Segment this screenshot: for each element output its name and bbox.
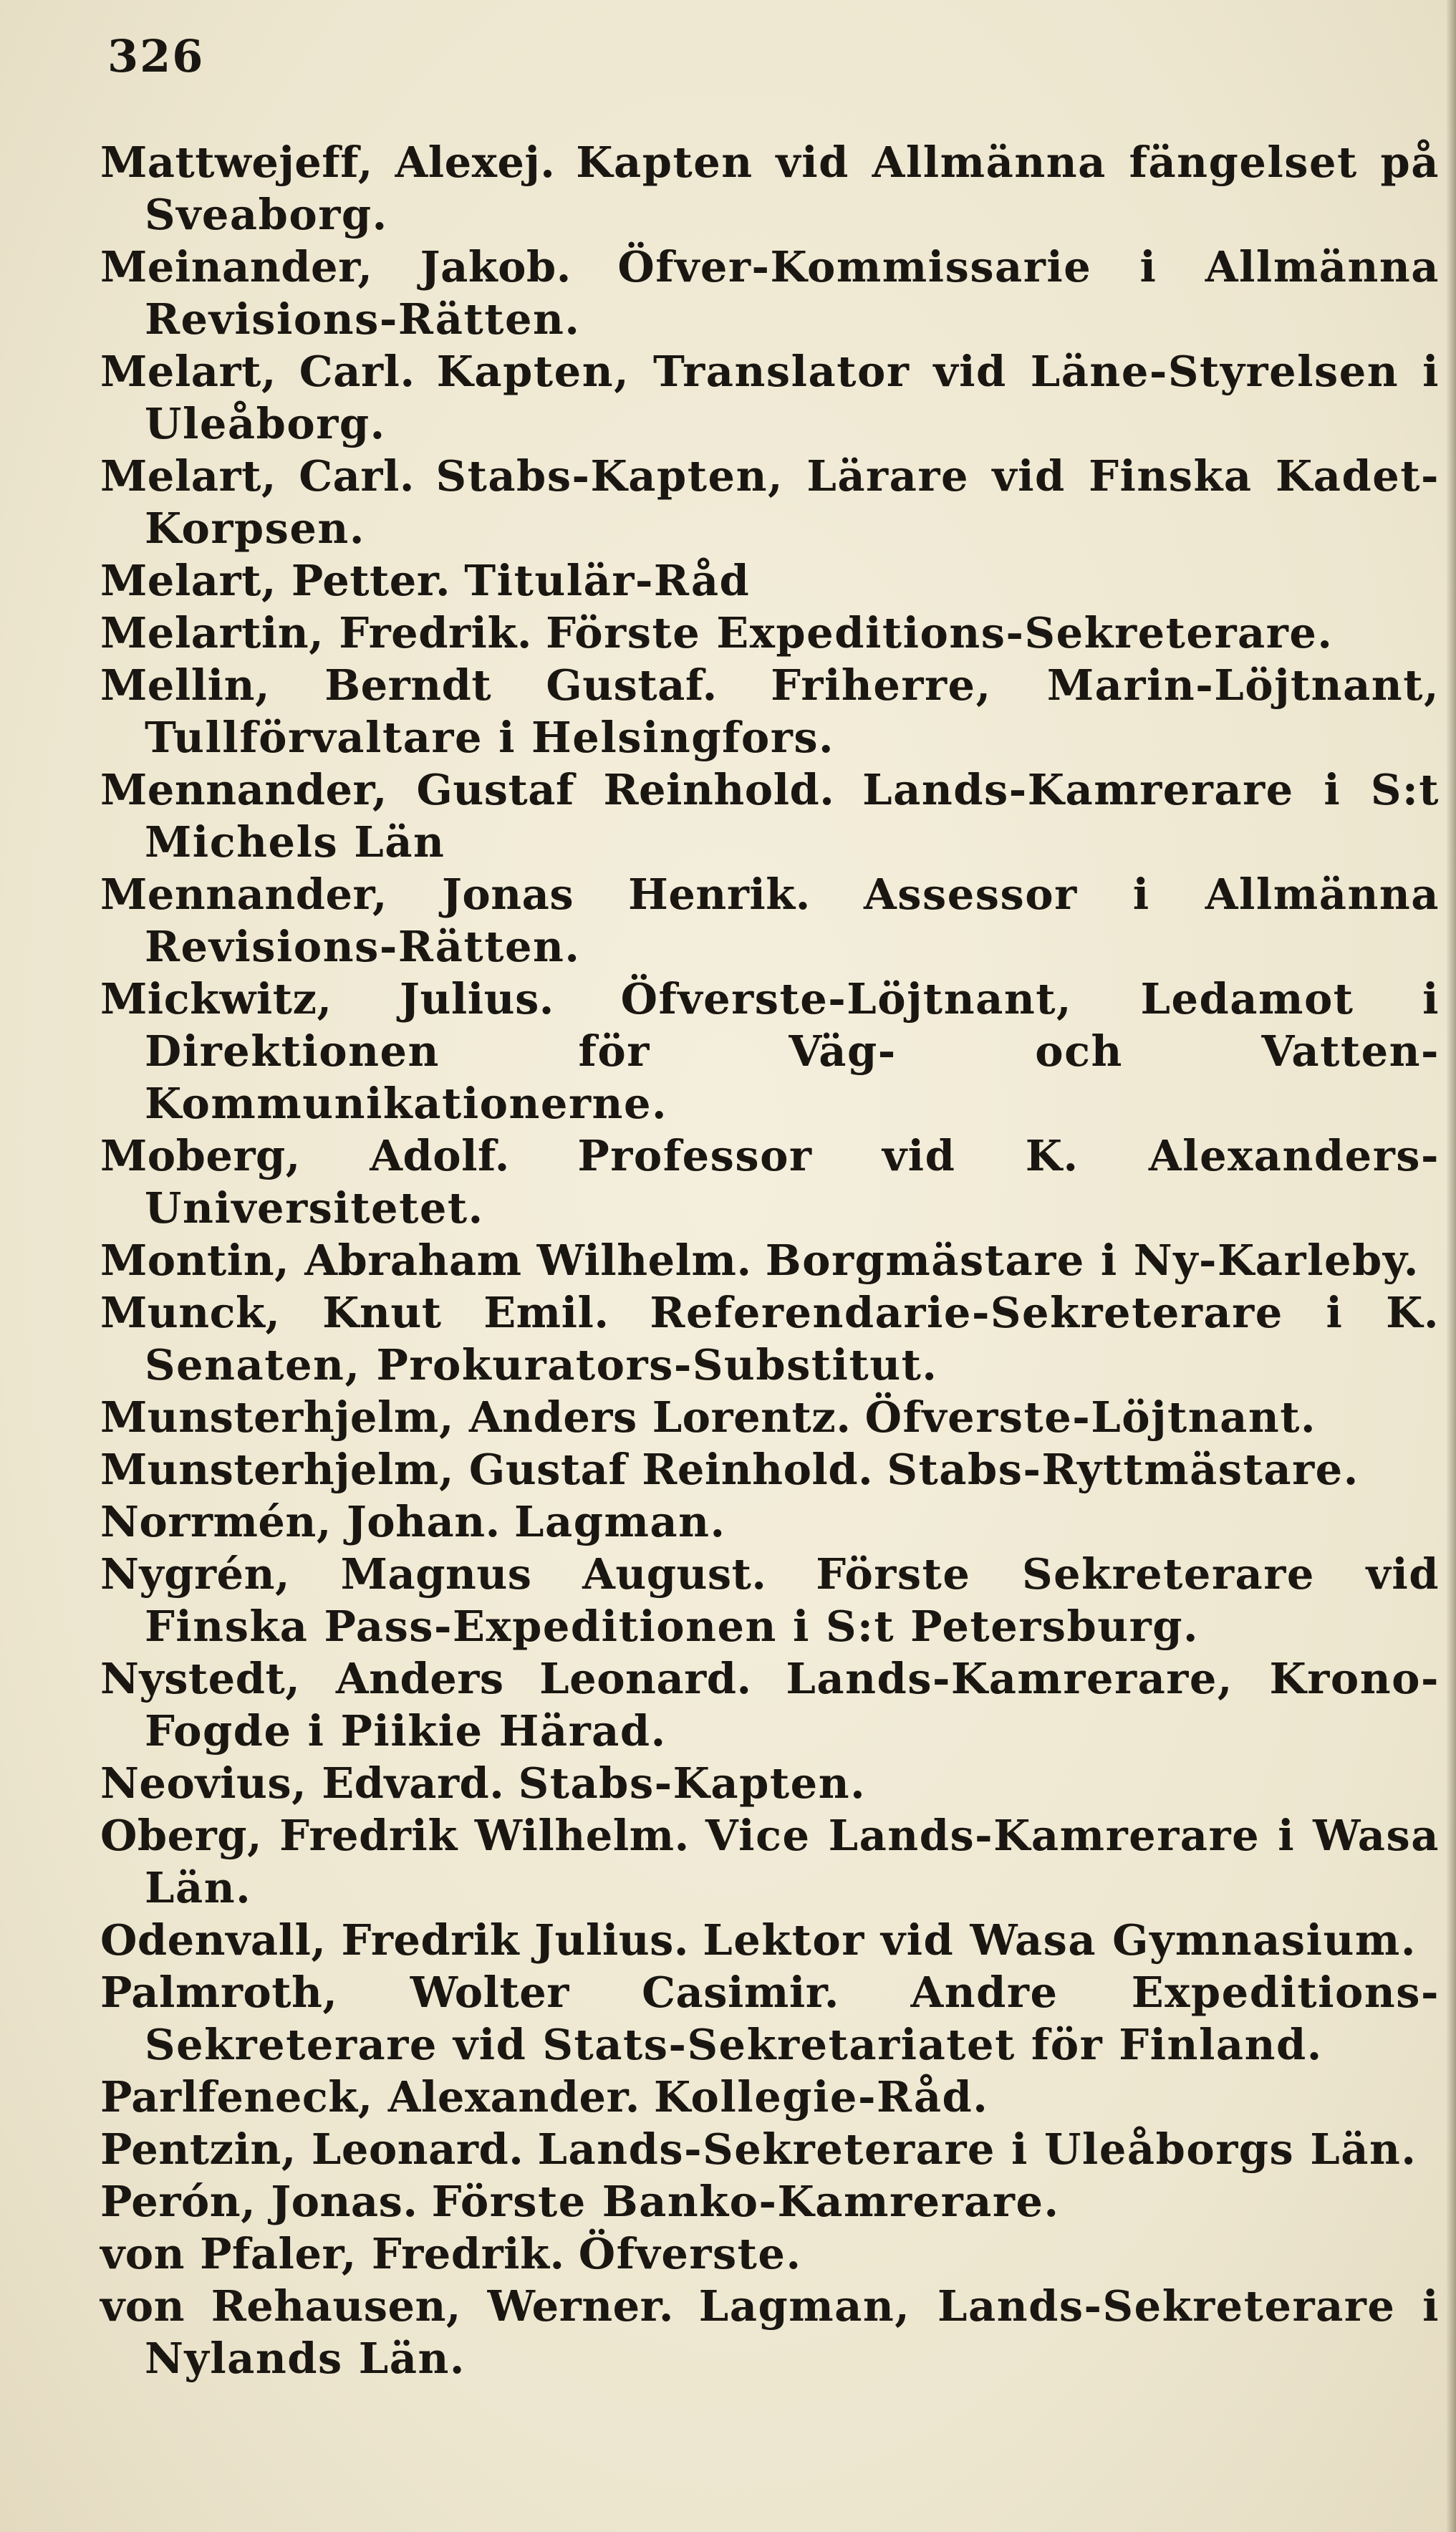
entry-name: Parlfeneck, Alexander. (100, 2072, 640, 2122)
entry-title: Titulär-Råd (464, 556, 751, 605)
entry-name: Melart, Petter. (100, 556, 450, 605)
list-item (100, 1443, 1440, 1496)
entry-title: Lands-Sekreterare i Uleåborgs Län. (537, 2124, 1417, 2174)
entry-title: Förste Expeditions-Sekreterare. (546, 608, 1334, 658)
list-item (100, 2228, 1440, 2280)
entry-title: Öfver-Kommissarie i Allmänna Revisions-Rätten. (145, 242, 1440, 344)
entry-name: Melart, Carl. (100, 451, 415, 501)
list-item (100, 973, 1440, 1130)
entry-title: Öfverste-Löjtnant, Ledamot i Direktionen för Väg- och Vatten-Kommunikationerne. (145, 974, 1440, 1128)
entry-title: Kollegie-Råd. (654, 2072, 989, 2122)
entry-title: Professor vid K. Alexanders-Universitetet. (145, 1131, 1440, 1233)
entry-title: Friherre, Marin-Löjtnant, Tullförvaltare i Helsingfors. (145, 660, 1440, 762)
entry-name: von Rehausen, Werner. (100, 2281, 674, 2331)
entry-name: Munck, Knut Emil. (100, 1288, 609, 1337)
list-item (100, 1914, 1440, 1966)
entry-title: Stabs-Ryttmästare. (887, 1445, 1359, 1494)
entry-title: Lagman. (514, 1497, 726, 1546)
entry-title: Referendarie-Sekreterare i K. Senaten, Prokurators-Substitut. (145, 1288, 1440, 1390)
list-item (100, 1966, 1440, 2071)
entry-title: Stabs-Kapten, Lärare vid Finska Kadet-Korpsen. (145, 451, 1440, 553)
entry-name: Munsterhjelm, Anders Lorentz. (100, 1392, 852, 1442)
entry-name: Moberg, Adolf. (100, 1131, 510, 1180)
list-item (100, 2175, 1440, 2228)
entry-name: Perón, Jonas. (100, 2177, 418, 2226)
list-item (100, 345, 1440, 450)
list-item (100, 1391, 1440, 1443)
entry-name: Odenvall, Fredrik Julius. (100, 1915, 689, 1965)
list-item (100, 2071, 1440, 2123)
list-item (100, 136, 1440, 241)
page-edge-shadow (1446, 0, 1456, 2532)
list-item (100, 1130, 1440, 1234)
entry-name: Montin, Abraham Wilhelm. (100, 1236, 752, 1285)
list-item (100, 1548, 1440, 1652)
list-item (100, 241, 1440, 345)
list-item (100, 764, 1440, 868)
entry-title: Öfverste. (578, 2229, 802, 2278)
entry-title: Borgmästare i Ny-Karleby. (765, 1236, 1419, 1285)
list-item (100, 1234, 1440, 1286)
list-item (100, 2280, 1440, 2384)
entry-title: Assessor i Allmänna Revisions-Rätten. (145, 870, 1440, 971)
entry-name: Mattwejeff, Alexej. (100, 138, 556, 187)
entry-title: Lektor vid Wasa Gymnasium. (703, 1915, 1417, 1965)
entry-name: Melart, Carl. (100, 347, 415, 396)
list-item (100, 1809, 1440, 1914)
entry-name: Meinander, Jakob. (100, 242, 572, 292)
list-item (100, 868, 1440, 973)
entry-list (100, 136, 1440, 2384)
entry-title: Stabs-Kapten. (518, 1758, 867, 1808)
entry-name: Norrmén, Johan. (100, 1497, 501, 1546)
entry-name: Nygrén, Magnus August. (100, 1549, 767, 1599)
list-item (100, 2123, 1440, 2175)
entry-name: Palmroth, Wolter Casimir. (100, 1968, 839, 2017)
entry-title: Öfverste-Löjtnant. (864, 1392, 1317, 1442)
entry-title: Andre Expeditions-Sekreterare vid Stats-Sekretariatet för Finland. (145, 1968, 1440, 2069)
entry-name: Nystedt, Anders Leonard. (100, 1654, 752, 1703)
list-item (100, 1496, 1440, 1548)
entry-name: Mennander, Jonas Henrik. (100, 870, 811, 919)
list-item (100, 554, 1440, 607)
entry-name: Mennander, Gustaf Reinhold. (100, 765, 835, 814)
entry-name: Melartin, Fredrik. (100, 608, 532, 658)
entry-name: von Pfaler, Fredrik. (100, 2229, 565, 2278)
page-number: 326 (107, 30, 205, 82)
entry-title: Kapten, Translator vid Läne-Styrelsen i Uleåborg. (145, 347, 1440, 448)
entry-title: Vice Lands-Kamrerare i Wasa Län. (145, 1811, 1440, 1912)
entry-title: Kapten vid Allmänna fängelset på Sveaborg. (145, 138, 1440, 239)
list-item (100, 1757, 1440, 1809)
entry-name: Mickwitz, Julius. (100, 974, 554, 1024)
entry-name: Oberg, Fredrik Wilhelm. (100, 1811, 690, 1860)
entry-title: Förste Sekreterare vid Finska Pass-Expeditionen i S:t Petersburg. (145, 1549, 1440, 1651)
list-item (100, 1652, 1440, 1757)
entry-title: Lagman, Lands-Sekreterare i Nylands Län. (145, 2281, 1440, 2383)
entry-title: Lands-Kamrerare, Krono-Fogde i Piikie Härad. (145, 1654, 1440, 1756)
list-item (100, 607, 1440, 659)
entry-name: Neovius, Edvard. (100, 1758, 505, 1808)
entry-title: Lands-Kamrerare i S:t Michels Län (145, 765, 1440, 867)
list-item (100, 659, 1440, 764)
entry-name: Munsterhjelm, Gustaf Reinhold. (100, 1445, 874, 1494)
entry-name: Mellin, Berndt Gustaf. (100, 660, 718, 710)
entry-name: Pentzin, Leonard. (100, 2124, 524, 2174)
list-item (100, 1286, 1440, 1391)
entry-title: Förste Banko-Kamrerare. (431, 2177, 1060, 2226)
list-item (100, 450, 1440, 554)
